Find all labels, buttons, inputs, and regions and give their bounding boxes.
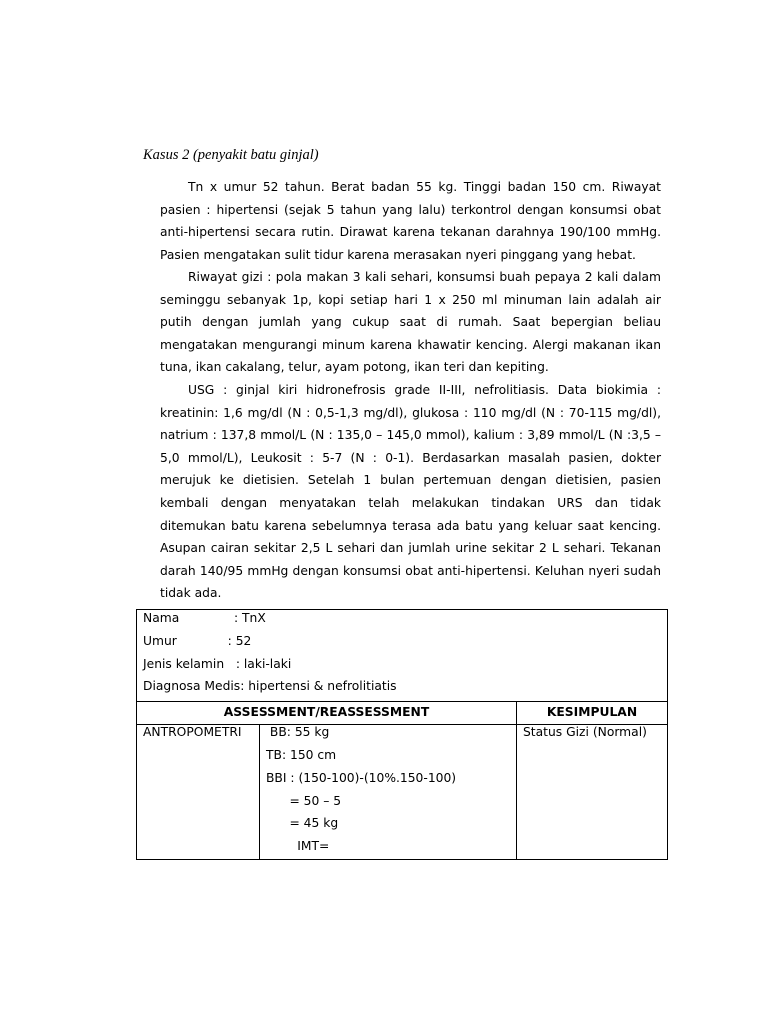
paragraph-nutrition-history: Riwayat gizi : pola makan 3 kali sehari, konsumsi buah pepaya 2 kali dalam seminggu sebanyak 1p, kopi setiap hari 1 x 250 ml minuman lain adalah air putih dengan jumlah yang cukup saat di rumah. Saat bepergian beliau mengatakan mengurangi minum karena khawatir kencing. Alergi makanan ikan tuna, ikan cakalang, telur, ayam potong, ikan teri dan kepiting. bbox=[160, 270, 661, 375]
header-kesimpulan: KESIMPULAN bbox=[517, 702, 668, 725]
paragraph-lab-results: USG : ginjal kiri hidronefrosis grade II-III, nefrolitiasis. Data biokimia : kreatinin: 1,6 mg/dl (N : 0,5-1,3 mg/dl), glukosa : 110 mg/dl (N : 70-115 mg/dl), natrium : 137,8 mmol/L (N : 135,0 – 145,0 mmol), kalium : 3,89 mmol/L (N :3,5 – 5,0 mmol/L), Leukosit : 5-7 (N : 0-1). Berdasarkan masalah pasien, dokter merujuk ke dietisien. Setelah 1 bulan pertemuan dengan dietisien, pasien kembali dengan menyatakan telah melakukan tindakan URS dan tidak ditemukan batu karena sebelumnya terasa ada batu yang keluar saat kencing. Asupan cairan sekitar 2,5 L sehari dan jumlah urine sekitar 2 L sehari. Tekanan darah 140/95 mmHg dengan konsumsi obat anti-hipertensi. Keluhan nyeri sudah tidak ada. bbox=[160, 383, 661, 601]
assessment-line: = 50 – 5 bbox=[266, 793, 342, 808]
patient-name: Nama : TnX bbox=[143, 611, 266, 625]
assessment-table bbox=[136, 609, 668, 860]
kesimpulan-cell bbox=[517, 725, 668, 860]
patient-identity-row bbox=[137, 610, 668, 702]
assessment-line: = 45 kg bbox=[266, 816, 339, 831]
assessment-line: BB: 55 kg bbox=[266, 725, 330, 740]
assessment-line: IMT= bbox=[266, 839, 330, 854]
category-label: ANTROPOMETRI bbox=[143, 725, 242, 740]
patient-identity-cell bbox=[137, 610, 668, 702]
assessment-line: BBI : (150-100)-(10%.150-100) bbox=[266, 770, 457, 785]
paragraph-patient-history: Tn x umur 52 tahun. Berat badan 55 kg. Tinggi badan 150 cm. Riwayat pasien : hipertensi (sejak 5 tahun yang lalu) terkontrol dengan konsumsi obat anti-hipertensi secara rutin. Dirawat karena tekanan darahnya 190/100 mmHg. Pasien mengatakan sulit tidur karena merasakan nyeri pinggang yang hebat. bbox=[160, 180, 661, 262]
patient-gender: Jenis kelamin : laki-laki bbox=[143, 656, 292, 671]
patient-diagnosis: Diagnosa Medis: hipertensi & nefrolitiatis bbox=[143, 679, 397, 694]
patient-age: Umur : 52 bbox=[143, 633, 252, 648]
assessment-values-cell bbox=[260, 725, 517, 860]
category-cell bbox=[137, 725, 260, 860]
case-title: Kasus 2 (penyakit batu ginjal) bbox=[143, 147, 319, 163]
table-header-row bbox=[137, 702, 668, 725]
header-assessment: ASSESSMENT/REASSESSMENT bbox=[137, 702, 517, 725]
assessment-line: TB: 150 cm bbox=[266, 747, 337, 762]
kesimpulan-value: Status Gizi (Normal) bbox=[523, 725, 647, 740]
table-row bbox=[137, 725, 668, 860]
